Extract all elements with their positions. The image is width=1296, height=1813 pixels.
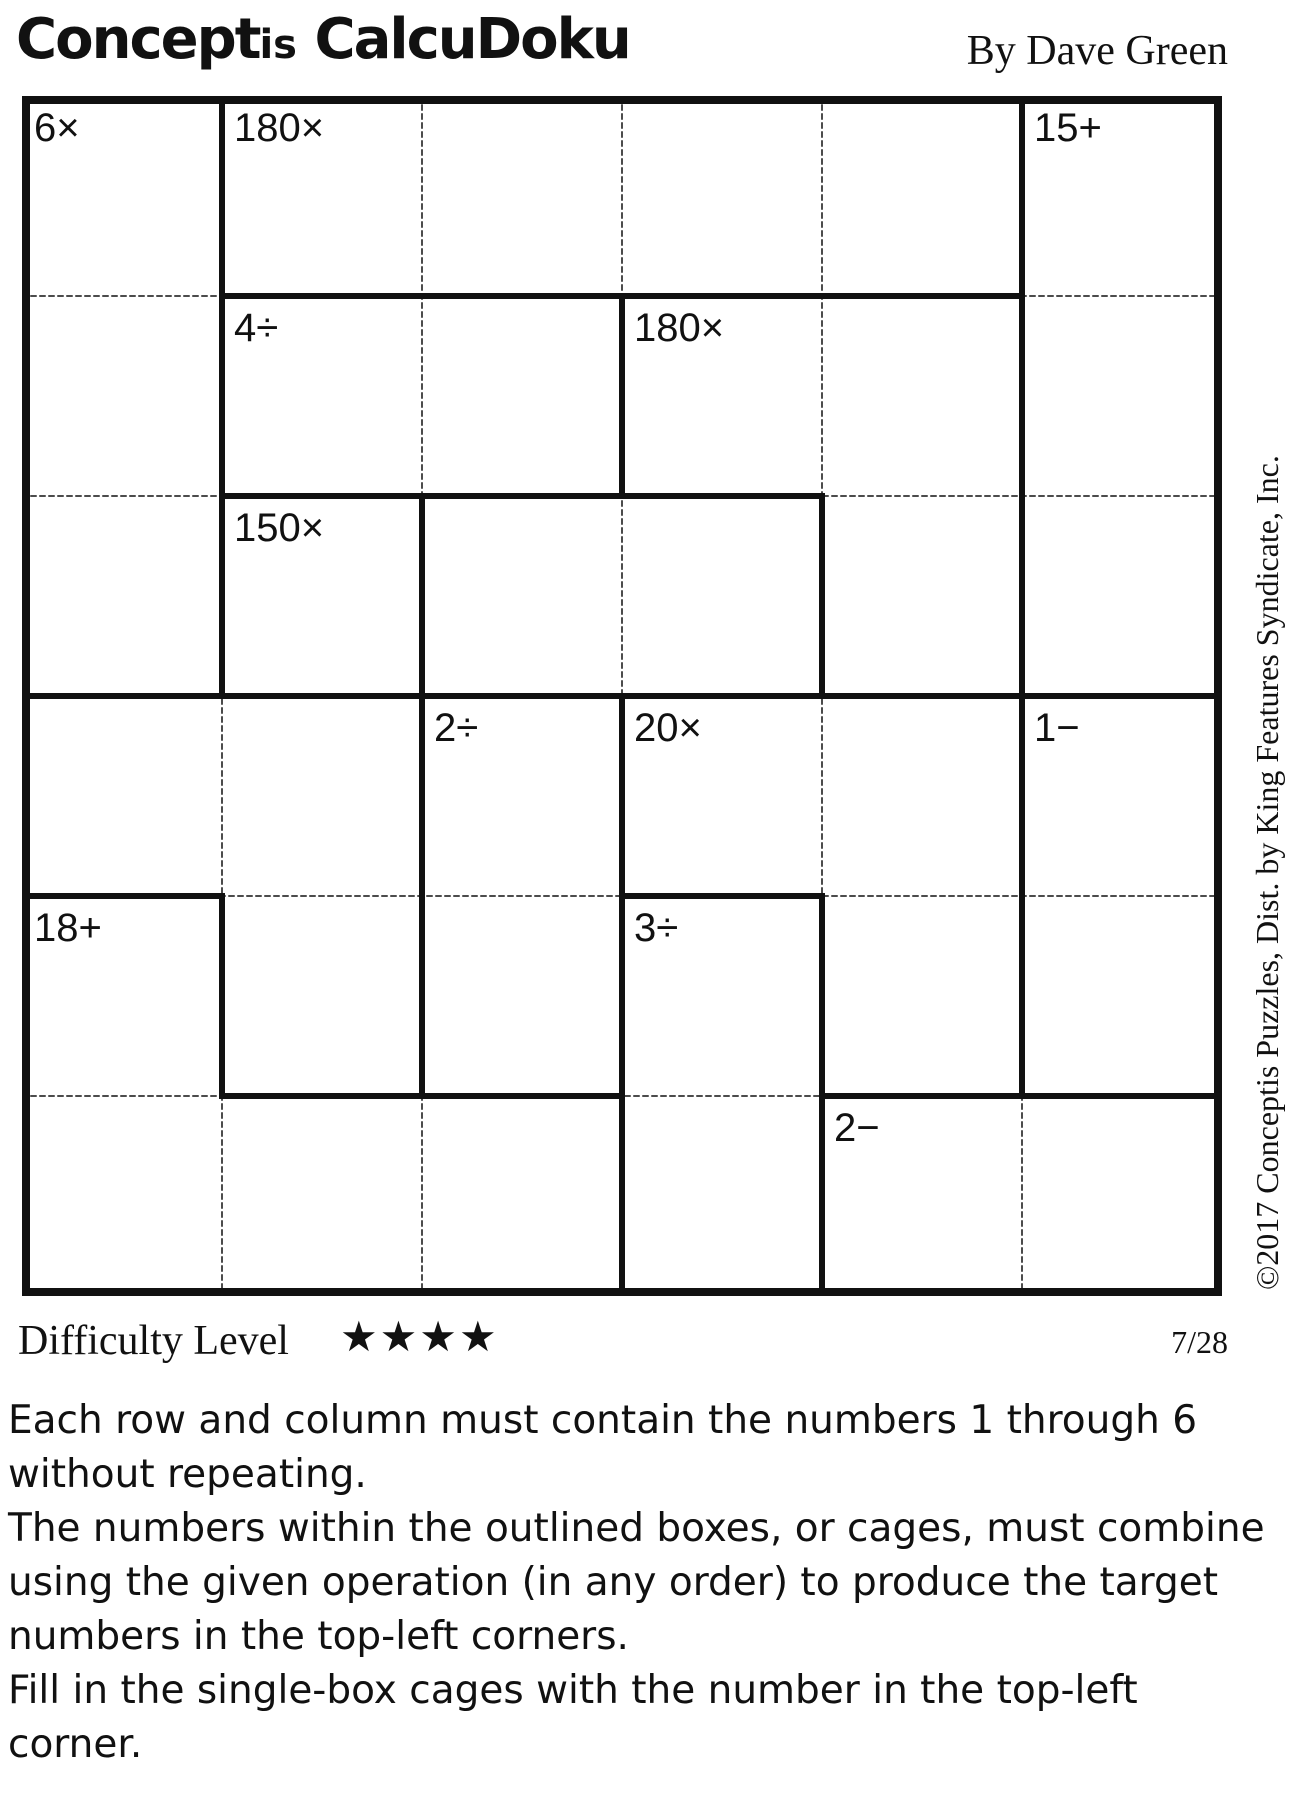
grid-cell[interactable] (822, 896, 1022, 1096)
grid-cell[interactable] (1022, 696, 1222, 896)
grid-cell[interactable] (222, 896, 422, 1096)
cage-clue: 180× (234, 106, 325, 150)
grid-cell[interactable] (22, 896, 222, 1096)
cage-clue: 1− (1034, 706, 1080, 750)
cage-clue: 18+ (34, 906, 102, 950)
grid-cell[interactable] (1022, 96, 1222, 296)
footer-row (18, 1312, 1228, 1368)
cage-clue: 6× (34, 106, 80, 150)
grid-cell[interactable] (822, 696, 1022, 896)
grid-cell[interactable] (222, 696, 422, 896)
grid-cell[interactable] (422, 896, 622, 1096)
grid-cell[interactable] (622, 1096, 822, 1296)
rule-1: Each row and column must contain the numbers 1 through 6 without repeating. (8, 1398, 1198, 1497)
grid-cell[interactable] (22, 96, 222, 296)
grid-cell[interactable] (1022, 496, 1222, 696)
brand-logo (16, 7, 630, 72)
grid-cell[interactable] (22, 296, 222, 496)
cage-clue: 15+ (1034, 106, 1102, 150)
grid-cell[interactable] (1022, 896, 1222, 1096)
grid-cell[interactable] (422, 496, 622, 696)
puzzle-date: 7/28 (1171, 1324, 1228, 1360)
cage-clue: 150× (234, 506, 325, 550)
grid-cell[interactable] (822, 496, 1022, 696)
puzzle-title: CalcuDoku (314, 7, 630, 72)
rules (8, 1394, 1278, 1772)
grid-cell[interactable] (22, 1096, 222, 1296)
grid-cell[interactable] (222, 296, 422, 496)
cage-clue: 180× (634, 306, 725, 350)
puzzle-grid (22, 96, 1222, 1296)
grid-cell[interactable] (622, 496, 822, 696)
grid-cell[interactable] (222, 1096, 422, 1296)
copyright-notice: ©2017 Conceptis Puzzles, Dist. by King Features Syndicate, Inc. (1249, 455, 1285, 1290)
grid-cell[interactable] (422, 96, 622, 296)
grid-cell[interactable] (822, 96, 1022, 296)
cage-clue: 20× (634, 706, 702, 750)
grid-cell[interactable] (622, 696, 822, 896)
grid-cell[interactable] (222, 496, 422, 696)
difficulty-label: Difficulty Level (18, 1318, 289, 1364)
brand-suffix: is (259, 22, 297, 68)
cage-clue: 2÷ (434, 706, 479, 750)
rule-2: The numbers within the outlined boxes, or cages, must combine using the given operation (in any order) to produce the target numbers in the top-left corners. (8, 1506, 1265, 1659)
grid-cell[interactable] (422, 696, 622, 896)
brand-name: Conceptis (16, 7, 297, 72)
cage-clue: 4÷ (234, 306, 279, 350)
difficulty-stars: ★★★★ (340, 1312, 499, 1361)
grid-cell[interactable] (1022, 296, 1222, 496)
grid-cell[interactable] (622, 896, 822, 1096)
grid-cell[interactable] (622, 96, 822, 296)
grid-cell[interactable] (822, 1096, 1022, 1296)
rule-3: Fill in the single-box cages with the number in the top-left corner. (8, 1668, 1138, 1767)
cage-clue: 3÷ (634, 906, 679, 950)
grid-cell[interactable] (222, 96, 422, 296)
grid-cell[interactable] (22, 696, 222, 896)
grid-cell[interactable] (622, 296, 822, 496)
cage-clue: 2− (834, 1106, 880, 1150)
grid-cell[interactable] (1022, 1096, 1222, 1296)
header (0, 0, 1296, 92)
byline: By Dave Green (966, 28, 1228, 74)
grid-cell[interactable] (422, 296, 622, 496)
grid-cell[interactable] (22, 496, 222, 696)
grid-cell[interactable] (422, 1096, 622, 1296)
grid-cell[interactable] (822, 296, 1022, 496)
